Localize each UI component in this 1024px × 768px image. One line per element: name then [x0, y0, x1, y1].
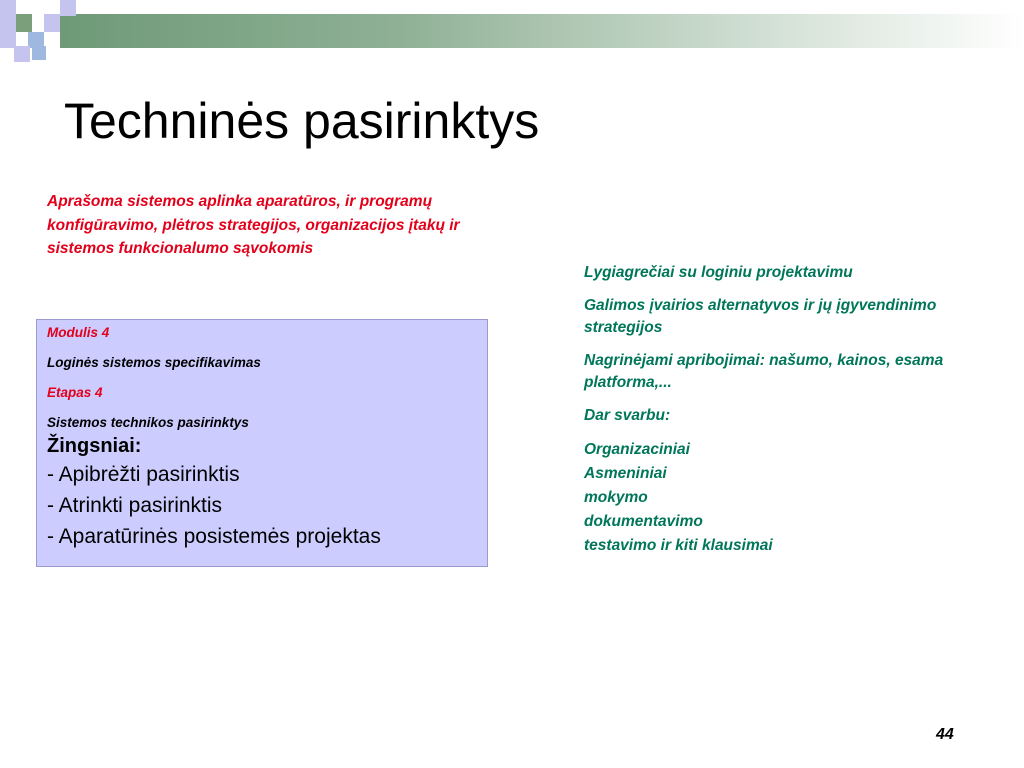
stage-name: Sistemos technikos pasirinktys — [47, 415, 249, 430]
right-column — [584, 262, 1004, 558]
list-item: dokumentavimo — [584, 513, 703, 530]
page-number: 44 — [936, 726, 954, 743]
intro-text: Aprašoma sistemos aplinka aparatūros, ir programų konfigūravimo, plėtros strategijos, organizacijos įtakų ir sistemos funkcionalumo sąvokomis — [47, 193, 460, 257]
slide-title: Techninės pasirinktys — [64, 93, 540, 149]
deco-square — [0, 0, 16, 16]
list-item: testavimo ir kiti klausimai — [584, 537, 773, 554]
step-item: - Atrinkti pasirinktis — [47, 494, 223, 517]
deco-square — [14, 46, 30, 62]
also-important-label: Dar svarbu: — [584, 407, 671, 424]
stage-label: Etapas 4 — [47, 385, 103, 400]
deco-square — [44, 14, 60, 32]
deco-square — [16, 14, 32, 32]
deco-square — [32, 46, 46, 60]
constraints-note: Nagrinėjami apribojimai: našumo, kainos, esama platforma,... — [584, 352, 944, 391]
parallel-note: Lygiagrečiai su loginiu projektavimu — [584, 264, 853, 281]
list-item: Organizaciniai — [584, 441, 690, 458]
step-item: - Apibrėžti pasirinktis — [47, 463, 240, 486]
deco-square — [0, 16, 16, 32]
module-box — [36, 319, 488, 567]
list-item: Asmeniniai — [584, 465, 667, 482]
important-list — [584, 438, 1004, 558]
header-gradient-bar — [60, 14, 1024, 48]
deco-square — [60, 0, 76, 16]
module-name: Loginės sistemos specifikavimas — [47, 355, 261, 370]
steps-heading: Žingsniai: — [47, 435, 142, 457]
list-item: mokymo — [584, 489, 648, 506]
module-label: Modulis 4 — [47, 325, 110, 340]
step-item: - Aparatūrinės posistemės projektas — [47, 525, 381, 548]
alternatives-note: Galimos įvairios alternatyvos ir jų įgyvendinimo strategijos — [584, 297, 937, 336]
